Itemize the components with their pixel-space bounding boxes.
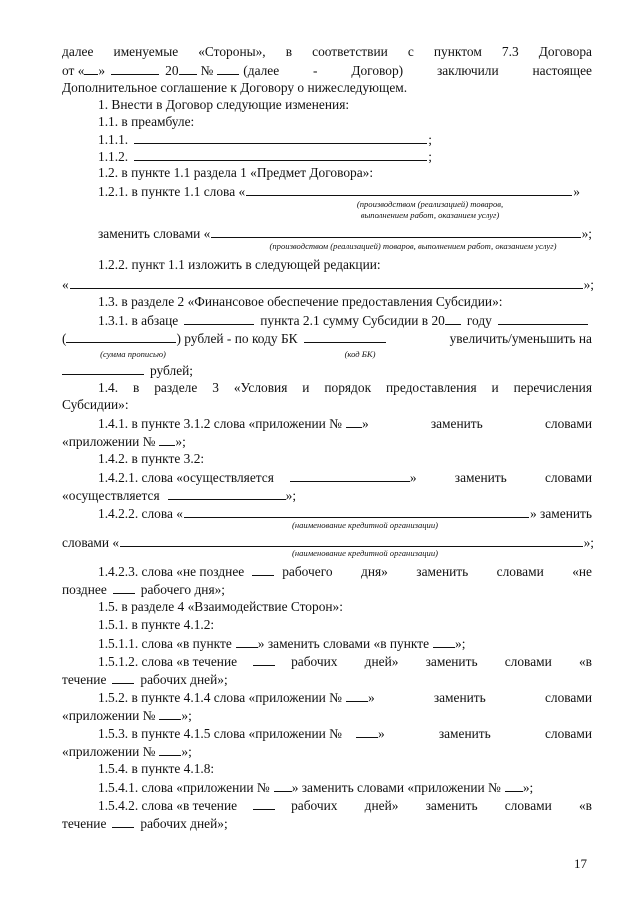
days-blank	[112, 815, 134, 828]
text: рабочих дней»;	[140, 816, 228, 831]
appendix-blank	[159, 743, 181, 756]
clause-1-4-2-1-line-2	[62, 487, 362, 504]
clause-1-5-3-line-1	[98, 725, 592, 742]
close-quote-semi: »;	[583, 535, 594, 550]
appendix-blank	[356, 725, 378, 738]
clause-1-5-2-line-1	[98, 689, 592, 706]
intro-line-2-rest: (далее - Договор) заключили настоящее	[243, 63, 592, 78]
clause-1-4-1-line-2	[62, 433, 262, 450]
text: течение	[62, 816, 107, 831]
amount-blank	[498, 312, 588, 325]
clause-1-4-2-1-line-1	[98, 469, 592, 486]
text: »;	[181, 708, 192, 723]
clause-1-5-1-2-line-1	[98, 653, 592, 670]
bank-blank	[184, 505, 529, 518]
text: 1.5.3. в пункте 4.1.5 слова «приложении №	[98, 726, 342, 741]
text: «приложении №	[62, 708, 156, 723]
sum-words-blank	[66, 330, 176, 343]
appendix-blank	[274, 779, 292, 792]
appendix-blank	[159, 433, 175, 446]
text: рабочего дня» заменить словами «не	[282, 564, 592, 579]
clause-1-3-3	[62, 362, 362, 379]
semicolon: ;	[428, 132, 432, 147]
blank	[246, 183, 572, 196]
rubles-text: рублей;	[150, 363, 194, 378]
caption-bk: (код БК)	[344, 349, 376, 359]
text: 1.5.2. в пункте 4.1.4 слова «приложении №	[98, 690, 342, 705]
clause-1-4-2-3-line-2	[62, 581, 362, 598]
clause-1-4-line-1: 1.4. в разделе 3 «Условия и порядок предоставления и перечисления	[98, 380, 592, 395]
text: 1.4.2.1. слова «осуществляется	[98, 470, 274, 485]
text: 1.5.4.1. слова «приложении №	[98, 780, 270, 795]
text: рабочих дней» заменить словами «в	[291, 654, 592, 669]
clause-1-2-2: 1.2.2. пункт 1.1 изложить в следующей редакции:	[98, 257, 381, 272]
clause-1-4-line-2: Субсидии»:	[62, 397, 129, 412]
text: течение	[62, 672, 107, 687]
intro-number-sign: №	[200, 63, 214, 78]
text: «осуществляется	[62, 488, 160, 503]
clause-1-5-4-1	[98, 779, 592, 796]
clause-1-5: 1.5. в разделе 4 «Взаимодействие Сторон»:	[98, 599, 343, 614]
close-quote: »	[573, 184, 580, 199]
intro-line-1: далее именуемые «Стороны», в соответствии с пунктом 7.3 Договора	[62, 44, 592, 59]
clause-1-5-1: 1.5.1. в пункте 4.1.2:	[98, 617, 215, 632]
clause-1-3-1	[98, 312, 588, 329]
blank	[134, 148, 427, 161]
text: »;	[181, 744, 192, 759]
text: » заменить словами	[367, 690, 592, 705]
clause-1-5-4-2-line-2	[62, 815, 362, 832]
text: 1.4.2.2. слова «	[98, 506, 183, 521]
appendix-blank	[159, 707, 181, 720]
clause-1-4-1-line-1	[98, 415, 592, 432]
clause-1-1-1	[98, 131, 432, 148]
text: 1.4.1. в пункте 3.1.2 слова «приложении №	[98, 416, 342, 431]
blank	[168, 487, 286, 500]
day-blank	[84, 62, 98, 75]
text: рабочего дня»;	[140, 582, 226, 597]
appendix-blank	[346, 689, 368, 702]
clause-1-3-1-year: году	[466, 313, 492, 328]
clause-1-4-2: 1.4.2. в пункте 3.2:	[98, 451, 205, 466]
appendix-blank	[505, 779, 523, 792]
text: позднее	[62, 582, 107, 597]
clause-1: 1. Внести в Договор следующие изменения:	[98, 97, 350, 112]
clause-1-2-1-text: 1.2.1. в пункте 1.1 слова «	[98, 184, 246, 199]
close-quote-semi: »;	[583, 277, 594, 292]
intro-year-prefix: 20	[165, 63, 179, 78]
semicolon: ;	[428, 149, 432, 164]
text: 1.5.4.2. слова «в течение	[98, 798, 238, 813]
day-blank	[113, 581, 135, 594]
clause-1-2: 1.2. в пункте 1.1 раздела 1 «Предмет Договора»:	[98, 165, 374, 180]
clause-1-5-3-line-2	[62, 743, 262, 760]
blank	[70, 276, 583, 289]
day-blank	[252, 563, 274, 576]
close-quote-semi: »;	[522, 780, 534, 795]
text: словами «	[62, 535, 120, 550]
days-blank	[112, 671, 134, 684]
bank-blank	[120, 534, 582, 547]
text: »;	[285, 488, 297, 503]
blank	[290, 469, 410, 482]
clause-1-3-2-text: ) рублей - по коду БК	[176, 331, 298, 346]
clause-1-5-4: 1.5.4. в пункте 4.1.8:	[98, 761, 215, 776]
intro-quote-close: »	[98, 63, 106, 78]
year-blank	[445, 312, 461, 325]
text: рабочих дней» заменить словами «в	[291, 798, 592, 813]
intro-from: от «	[62, 63, 85, 78]
month-blank	[111, 62, 159, 75]
number-blank	[217, 62, 239, 75]
caption-bank-2: (наименование кредитной организации)	[291, 548, 439, 558]
clause-1-1-2	[98, 148, 432, 165]
open-paren: (	[62, 331, 67, 346]
clause-1-1-1-label: 1.1.1.	[98, 132, 129, 147]
text: 1.5.1.1. слова «в пункте	[98, 636, 232, 651]
caption-sum: (сумма прописью)	[100, 349, 166, 359]
clause-1-4-2-3-line-1	[98, 563, 592, 580]
caption-goods-2: выполнением работ, оказанием услуг)	[360, 210, 500, 220]
year-blank	[179, 62, 197, 75]
clause-1-5-1-2-line-2	[62, 671, 362, 688]
clause-blank	[236, 635, 258, 648]
close-quote-semi: »;	[455, 636, 466, 651]
page-number: 17	[574, 856, 587, 871]
clause-1-5-2-line-2	[62, 707, 262, 724]
increase-decrease: увеличить/уменьшить на	[449, 331, 592, 346]
replace-text: заменить словами «	[98, 226, 211, 241]
clause-1-5-1-1	[98, 635, 518, 652]
clause-1-3-1-text: 1.3.1. в абзаце	[98, 313, 179, 328]
text: » заменить словами «приложении №	[291, 780, 501, 795]
text: «приложении №	[62, 434, 156, 449]
bk-code-blank	[304, 330, 386, 343]
text: рабочих дней»;	[140, 672, 228, 687]
caption-goods-full: (производством (реализацией) товаров, выполнением работ, оказанием услуг)	[269, 241, 557, 251]
caption-goods-1: (производством (реализацией) товаров,	[356, 199, 504, 209]
rubles-blank	[62, 362, 144, 375]
text: «приложении №	[62, 744, 156, 759]
clause-1-5-4-2-line-1	[98, 797, 592, 814]
text: » заменить	[530, 506, 592, 521]
text: » заменить словами «в пункте	[257, 636, 430, 651]
clause-blank	[433, 635, 455, 648]
text: » заменить словами	[361, 416, 592, 431]
appendix-blank	[346, 415, 362, 428]
intro-line-3: Дополнительное соглашение к Договору о нижеследующем.	[62, 80, 408, 95]
close-quote-semi: »;	[581, 226, 592, 241]
caption-bank-1: (наименование кредитной организации)	[291, 520, 439, 530]
blank	[211, 225, 580, 238]
text: 1.4.2.3. слова «не позднее	[98, 564, 245, 579]
clause-1-2-2-blank-line	[62, 276, 594, 293]
clause-1-1: 1.1. в преамбуле:	[98, 114, 195, 129]
text: » заменить словами	[377, 726, 592, 741]
intro-line-2	[62, 62, 592, 79]
clause-1-3: 1.3. в разделе 2 «Финансовое обеспечение предоставления Субсидии»:	[98, 294, 503, 309]
open-quote: «	[62, 277, 69, 292]
text: » заменить словами	[409, 470, 592, 485]
replace-line-1	[98, 225, 592, 242]
blank	[134, 131, 427, 144]
days-blank	[253, 653, 275, 666]
clause-1-3-2	[62, 330, 592, 347]
text: 1.5.1.2. слова «в течение	[98, 654, 238, 669]
clause-1-1-2-label: 1.1.2.	[98, 149, 129, 164]
paragraph-blank	[184, 312, 254, 325]
text: »;	[175, 434, 186, 449]
days-blank	[253, 797, 275, 810]
clause-1-3-1-text-b: пункта 2.1 сумму Субсидии в 20	[260, 313, 445, 328]
clause-1-2-1	[98, 183, 580, 200]
